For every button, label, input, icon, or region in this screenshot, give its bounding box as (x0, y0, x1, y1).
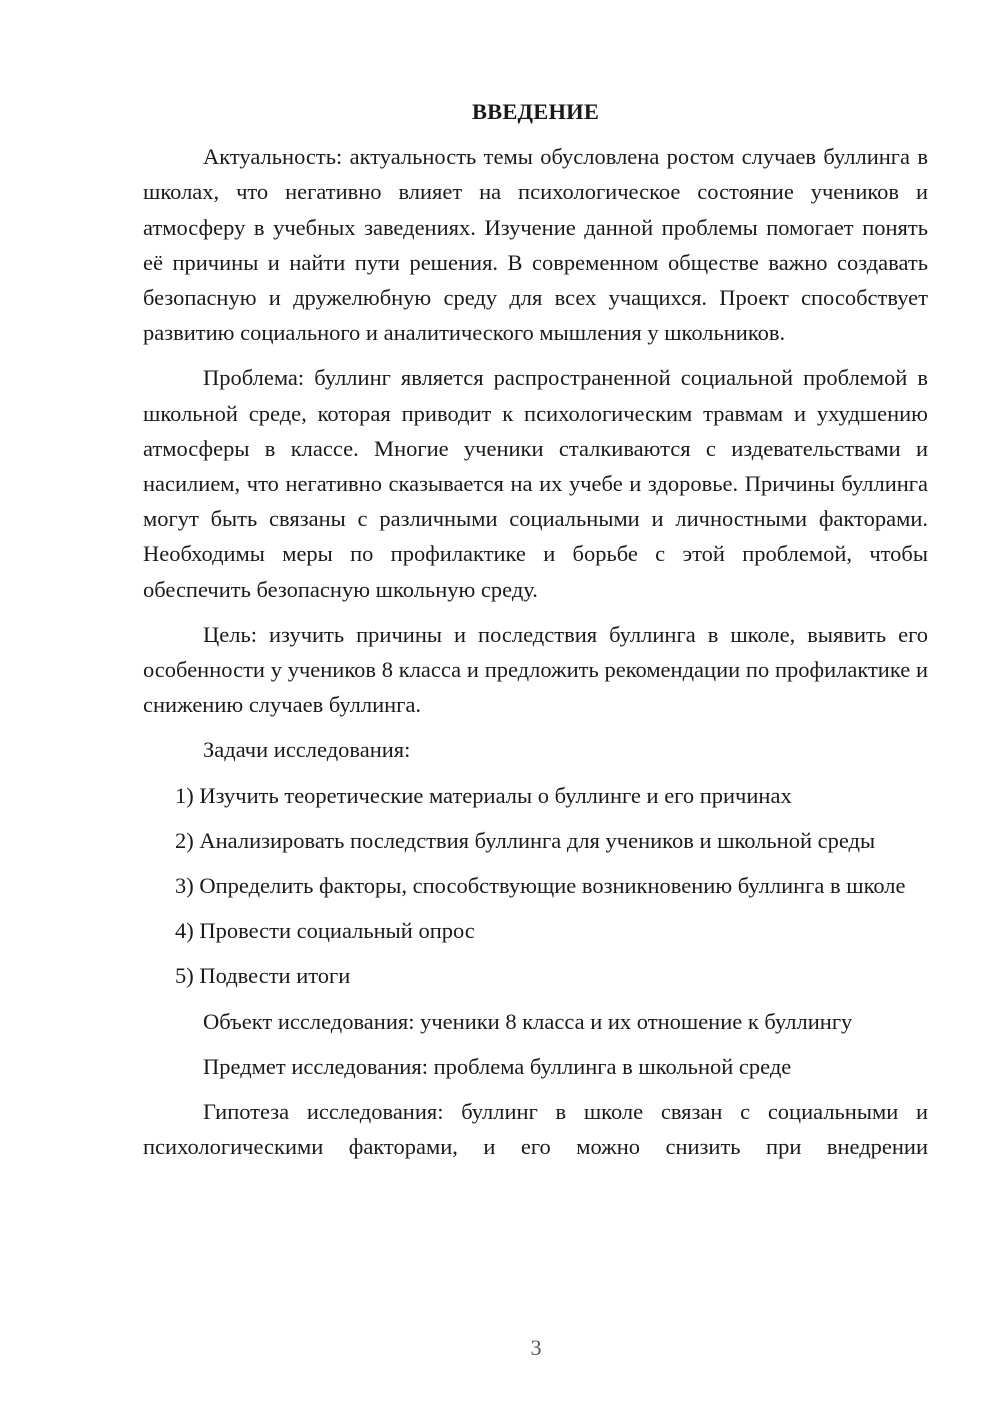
problem-paragraph: Проблема: буллинг является распространенной социальной проблемой в школьной среде, которая приводит к психологическим травмам и ухудшению атмосферы в классе. Многие ученики сталкиваются с издевательствами и насилием, что негативно сказывается на их учебе и здоровье. Причины буллинга могут быть связаны с различными социальными и личностными факторами. Необходимы меры по профилактике и борьбе с этой проблемой, чтобы обеспечить безопасную школьную среду. (143, 365, 928, 602)
task-item-5: 5) Подвести итоги (175, 963, 351, 989)
hypothesis-paragraph: Гипотеза исследования: буллинг в школе связан с социальными и психологическими факторами, и его можно снизить при внедрении (143, 1099, 928, 1160)
page-title: ВВЕДЕНИЕ (471, 99, 600, 124)
page-number: 3 (530, 1335, 542, 1360)
object-paragraph: Объект исследования: ученики 8 класса и их отношение к буллингу (203, 1008, 853, 1034)
relevance-paragraph: Актуальность: актуальность темы обусловлена ростом случаев буллинга в школах, что негативно влияет на психологическое состояние учеников и атмосферу в учебных заведениях. Изучение данной проблемы помогает понять её причины и найти пути решения. В современном обществе важно создавать безопасную и дружелюбную среду для всех учащихся. Проект способствует развитию социального и аналитического мышления у школьников. (143, 144, 928, 346)
task-item-4: 4) Провести социальный опрос (175, 918, 475, 944)
task-item-1: 1) Изучить теоретические материалы о буллинге и его причинах (175, 782, 792, 808)
task-item-2: 2) Анализировать последствия буллинга для учеников и школьной среды (175, 827, 876, 853)
tasks-heading: Задачи исследования: (203, 737, 411, 763)
task-item-3: 3) Определить факторы, способствующие возникновению буллинга в школе (175, 873, 906, 899)
goal-paragraph: Цель: изучить причины и последствия буллинга в школе, выявить его особенности у учеников 8 класса и предложить рекомендации по профилактике и снижению случаев буллинга. (143, 621, 928, 718)
page-body (143, 94, 928, 1164)
tasks-list (143, 778, 928, 994)
subject-paragraph: Предмет исследования: проблема буллинга в школьной среде (203, 1053, 792, 1079)
